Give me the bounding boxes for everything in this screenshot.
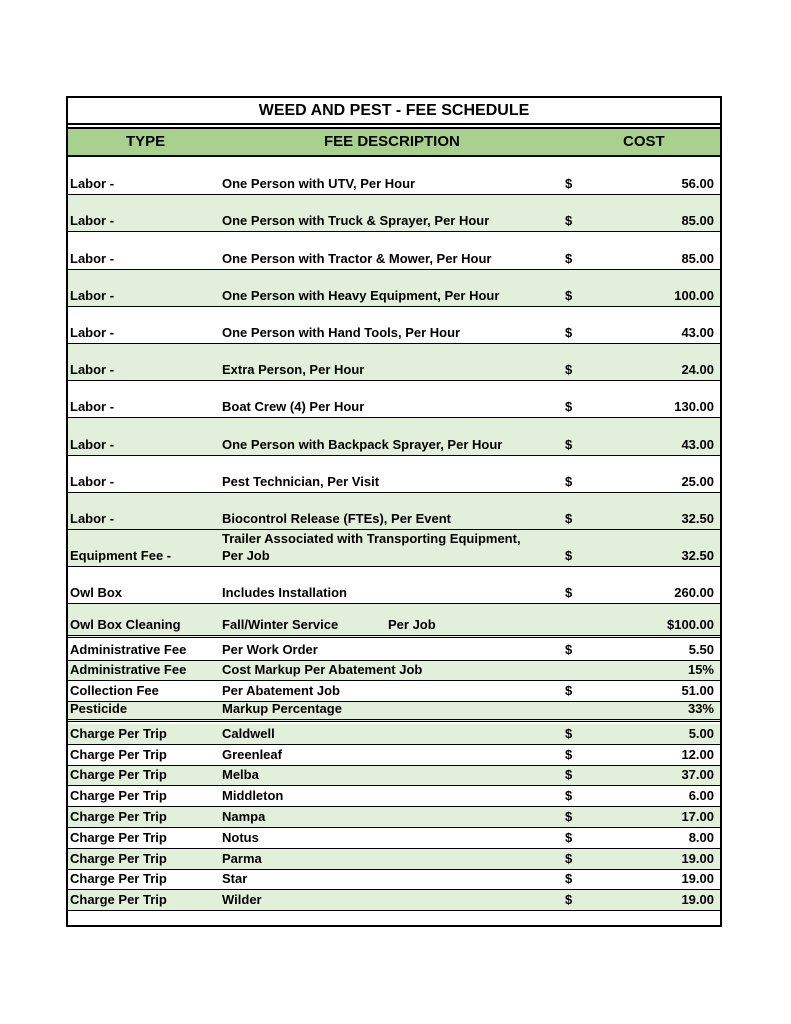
fee-row: [68, 745, 720, 766]
fee-cost: 37.00: [681, 767, 714, 783]
fee-description: Middleton: [222, 788, 284, 804]
fee-type: Administrative Fee: [70, 641, 187, 657]
dollar-sign: $: [565, 287, 573, 303]
dollar-sign: $: [565, 436, 573, 452]
fee-type: Charge Per Trip: [70, 829, 167, 845]
fee-extra: Per Job: [388, 617, 436, 632]
dollar-sign: $: [565, 510, 573, 526]
fee-cost: 5.00: [688, 725, 714, 741]
fee-description: Extra Person, Per Hour: [222, 362, 365, 378]
column-header-row: [68, 127, 720, 157]
fee-cost: 51.00: [681, 682, 714, 698]
fee-row: [68, 344, 720, 381]
fee-description: Melba: [222, 767, 259, 783]
fee-row: [68, 870, 720, 891]
fee-description: Markup Percentage: [222, 701, 342, 716]
dollar-sign: $: [565, 548, 573, 563]
fee-row: [68, 270, 720, 307]
fee-cost: 25.00: [681, 473, 714, 489]
fee-row: [68, 724, 720, 745]
dollar-sign: $: [565, 808, 573, 824]
dollar-sign: $: [565, 871, 573, 887]
fee-description: Parma: [222, 850, 262, 866]
fee-cost: 100.00: [674, 287, 714, 303]
fee-description: Nampa: [222, 808, 266, 824]
fee-cost: 43.00: [681, 324, 714, 340]
fee-cost: 15%: [687, 662, 714, 677]
fee-row: [68, 661, 720, 682]
fee-description-line1: Trailer Associated with Transporting Equipment,: [222, 531, 521, 546]
fee-row: [68, 681, 720, 702]
dollar-sign: $: [565, 362, 573, 378]
fee-description: Star: [222, 871, 248, 887]
dollar-sign: $: [565, 176, 573, 192]
fee-type: Labor -: [70, 176, 115, 192]
fee-description: One Person with Heavy Equipment, Per Hour: [222, 287, 500, 303]
dollar-sign: $: [565, 473, 573, 489]
fee-type: Collection Fee: [70, 682, 159, 698]
fee-description: One Person with Backpack Sprayer, Per Hour: [222, 436, 503, 452]
header-description: FEE DESCRIPTION: [324, 133, 460, 150]
fee-cost: 19.00: [681, 871, 714, 887]
fee-row: [68, 828, 720, 849]
fee-type: Charge Per Trip: [70, 746, 167, 762]
fee-description: Wilder: [222, 892, 262, 908]
dollar-sign: $: [565, 213, 573, 229]
fee-cost: 260.00: [674, 585, 714, 600]
fee-cost: 56.00: [681, 176, 714, 192]
fee-row: [68, 232, 720, 269]
fee-cost: 19.00: [681, 892, 714, 908]
fee-row: [68, 890, 720, 911]
fee-type: Charge Per Trip: [70, 767, 167, 783]
fee-cost: 43.00: [681, 436, 714, 452]
fee-type: Owl Box Cleaning: [70, 617, 181, 632]
fee-row: [68, 786, 720, 807]
dollar-sign: $: [565, 324, 573, 340]
fee-cost: 33%: [687, 701, 714, 716]
fee-cost: 8.00: [688, 829, 714, 845]
fee-type: Charge Per Trip: [70, 808, 167, 824]
fee-type: Charge Per Trip: [70, 725, 167, 741]
dollar-sign: $: [565, 725, 573, 741]
fee-row: [68, 307, 720, 344]
dollar-sign: $: [565, 641, 573, 657]
fee-cost: 6.00: [688, 788, 714, 804]
fee-type: Pesticide: [70, 701, 128, 716]
fee-description-line2: Per Job: [222, 548, 270, 563]
fee-cost: 32.50: [681, 548, 714, 563]
dollar-sign: $: [565, 399, 573, 415]
fee-description: Caldwell: [222, 725, 275, 741]
fee-type: Labor -: [70, 510, 115, 526]
fee-row: [68, 807, 720, 828]
fee-row: [68, 493, 720, 530]
dollar-sign: $: [565, 767, 573, 783]
fee-row: [68, 702, 720, 723]
fee-type: Owl Box: [70, 585, 123, 600]
fee-cost: 32.50: [681, 510, 714, 526]
fee-type: Administrative Fee: [70, 662, 187, 677]
fee-description: Fall/Winter Service: [222, 617, 339, 632]
page-title: WEED AND PEST - FEE SCHEDULE: [68, 98, 720, 125]
fee-cost: 19.00: [681, 850, 714, 866]
fee-type: Labor -: [70, 324, 115, 340]
fee-description: Notus: [222, 829, 259, 845]
dollar-sign: $: [565, 682, 573, 698]
fee-row: [68, 567, 720, 604]
fee-description: Per Work Order: [222, 641, 318, 657]
fee-type: Labor -: [70, 436, 115, 452]
dollar-sign: $: [565, 585, 573, 600]
fee-type: Charge Per Trip: [70, 788, 167, 804]
fee-row: [68, 849, 720, 870]
fee-cost: $100.00: [667, 617, 714, 632]
fee-row: [68, 604, 720, 638]
dollar-sign: $: [565, 250, 573, 266]
fee-description: Greenleaf: [222, 746, 282, 762]
fee-description: Per Abatement Job: [222, 682, 340, 698]
fee-row: [68, 530, 720, 567]
fee-description: Biocontrol Release (FTEs), Per Event: [222, 510, 452, 526]
fee-type: Labor -: [70, 287, 115, 303]
dollar-sign: $: [565, 788, 573, 804]
fee-row: [68, 158, 720, 195]
fee-type: Charge Per Trip: [70, 850, 167, 866]
fee-description: One Person with Hand Tools, Per Hour: [222, 324, 461, 340]
fee-description: One Person with Truck & Sprayer, Per Hour: [222, 213, 490, 229]
fee-type: Labor -: [70, 362, 115, 378]
fee-row: [68, 640, 720, 661]
fee-row: [68, 195, 720, 232]
fee-type: Charge Per Trip: [70, 892, 167, 908]
fee-cost: 85.00: [681, 250, 714, 266]
fee-description: Cost Markup Per Abatement Job: [222, 662, 423, 677]
fee-schedule-sheet: [66, 96, 722, 927]
fee-type: Labor -: [70, 250, 115, 266]
fee-description: One Person with UTV, Per Hour: [222, 176, 416, 192]
fee-description: Boat Crew (4) Per Hour: [222, 399, 365, 415]
fee-type: Equipment Fee -: [70, 548, 172, 563]
fee-description: Pest Technician, Per Visit: [222, 473, 380, 489]
fee-row: [68, 456, 720, 493]
fee-description: One Person with Tractor & Mower, Per Hour: [222, 250, 492, 266]
fee-cost: 5.50: [688, 641, 714, 657]
fee-row: [68, 381, 720, 418]
fee-row: [68, 766, 720, 787]
dollar-sign: $: [565, 892, 573, 908]
fee-cost: 17.00: [681, 808, 714, 824]
fee-cost: 85.00: [681, 213, 714, 229]
dollar-sign: $: [565, 850, 573, 866]
fee-type: Labor -: [70, 399, 115, 415]
fee-cost: 12.00: [681, 746, 714, 762]
fee-type: Charge Per Trip: [70, 871, 167, 887]
fee-type: Labor -: [70, 473, 115, 489]
fee-description: Includes Installation: [222, 585, 347, 600]
fee-cost: 130.00: [674, 399, 714, 415]
header-cost: COST: [623, 133, 665, 150]
fee-row: [68, 418, 720, 455]
fee-type: Labor -: [70, 213, 115, 229]
fee-cost: 24.00: [681, 362, 714, 378]
header-type: TYPE: [126, 133, 166, 150]
dollar-sign: $: [565, 746, 573, 762]
dollar-sign: $: [565, 829, 573, 845]
